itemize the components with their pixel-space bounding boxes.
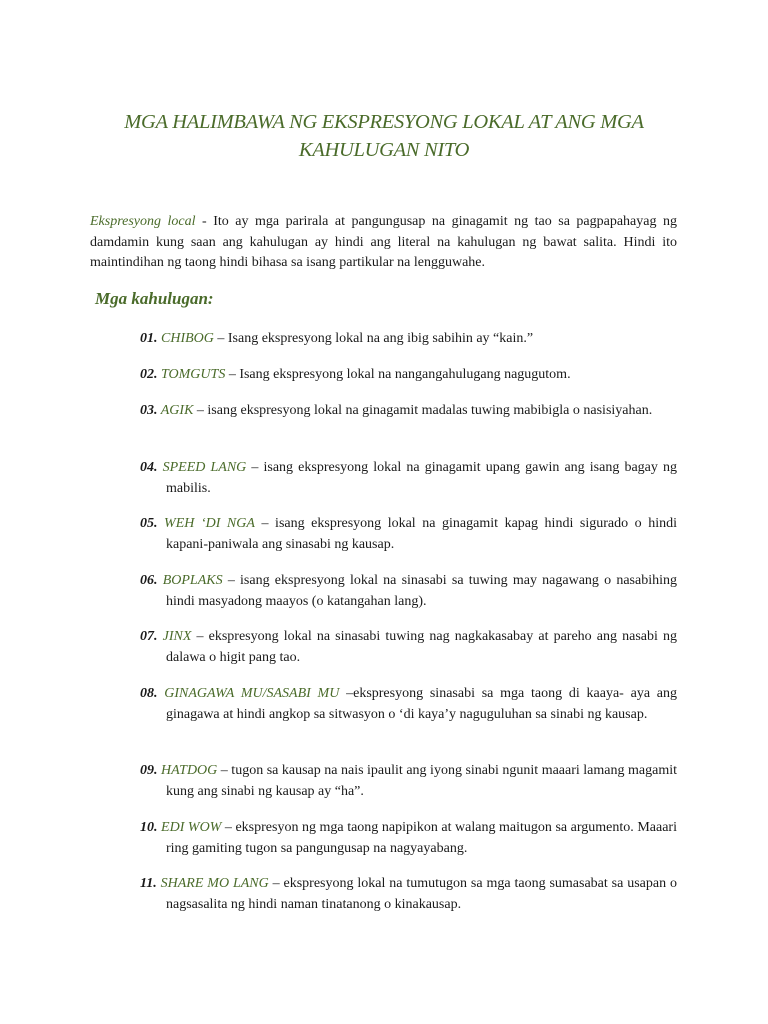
list-item [140,818,677,859]
item-expression: AGIK [157,403,194,418]
item-definition: – ekspresyong lokal na tumutugon sa mga taong sumasabat sa usapan o nagsasalita ng hindi naman tinatanong o kinakausap. [166,876,677,912]
list-item [140,514,677,555]
item-number: 01. [140,331,158,346]
item-number: 10. [140,820,158,835]
item-definition: – Isang ekspresyong lokal na ang ibig sabihin ay “kain.” [213,331,534,346]
item-expression: SHARE MO LANG [156,876,269,891]
list-item [140,761,677,802]
list-item [140,401,677,422]
item-definition: – Isang ekspresyong lokal na nangangahulugang nagugutom. [225,367,571,382]
item-number: 02. [140,367,158,382]
item-expression: SPEED LANG [157,460,247,475]
list-item [140,458,677,499]
item-expression: WEH ‘DI NGA [157,516,255,531]
item-expression: GINAGAWA MU/SASABI MU [157,686,340,701]
item-number: 08. [140,686,158,701]
item-number: 04. [140,460,158,475]
item-definition: – isang ekspresyong lokal na sinasabi sa tuwing may nagawang o nasabihing hindi masyadong maayos (o katangahan lang). [166,573,678,609]
item-definition: – isang ekspresyong lokal na ginagamit kapag hindi sigurado o hindi kapani-paniwala ang sinasabi ng kausap. [166,516,677,552]
item-definition: – tugon sa kausap na nais ipaulit ang iyong sinabi ngunit maaari lamang magamit kung ang sinabi ng kausap ay “ha”. [166,763,677,799]
item-expression: CHIBOG [157,331,214,346]
list-item [140,365,677,386]
list-item [140,329,677,350]
item-number: 05. [140,516,158,531]
item-number: 03. [140,403,158,418]
intro-paragraph [90,212,677,274]
item-definition: – isang ekspresyong lokal na ginagamit upang gawin ang isang bagay ng mabilis. [166,460,677,496]
list-item [140,874,677,915]
item-expression: TOMGUTS [157,367,226,382]
item-expression: EDI WOW [157,820,222,835]
item-number: 07. [140,629,158,644]
list-item [140,571,677,612]
item-definition: – ekspresyon ng mga taong napipikon at walang maitugon sa argumento. Maaari ring gamiting tugon sa pangungusap na nagyayabang. [166,820,677,856]
item-number: 06. [140,573,158,588]
item-number: 09. [140,763,158,778]
item-definition: – ekspresyong lokal na sinasabi tuwing nag nagkakasabay at pareho ang nasabi ng dalawa o higit pang tao. [166,629,678,665]
item-definition: – isang ekspresyong lokal na ginagamit madalas tuwing mabibigla o nasisiyahan. [193,403,653,418]
item-expression: BOPLAKS [157,573,223,588]
list-item [140,627,677,668]
item-number: 11. [140,876,157,891]
document-title: MGA HALIMBAWA NG EKSPRESYONG LOKAL AT ANG MGA KAHULUGAN NITO [124,111,644,161]
item-definition: –ekspresyong sinasabi sa mga taong di kaaya- aya ang ginagawa at hindi angkop sa sitwasyon o ‘di kaya’y naguguluhan sa sinabi ng kausap. [166,686,678,722]
item-expression: HATDOG [157,763,218,778]
intro-text: - Ito ay mga parirala at pangungusap na ginagamit ng tao sa pagpapahayag ng damdamin kung saan ang kahulugan ay hindi ang literal na kahulugan ng bawat salita. Hindi ito maintindihan ng taong hindi bihasa sa isang partikular na lengguwahe. [90,214,677,270]
item-expression: JINX [157,629,192,644]
section-heading: Mga kahulugan: [95,289,214,308]
intro-term: Ekspresyong local [90,214,196,229]
list-item [140,684,677,725]
